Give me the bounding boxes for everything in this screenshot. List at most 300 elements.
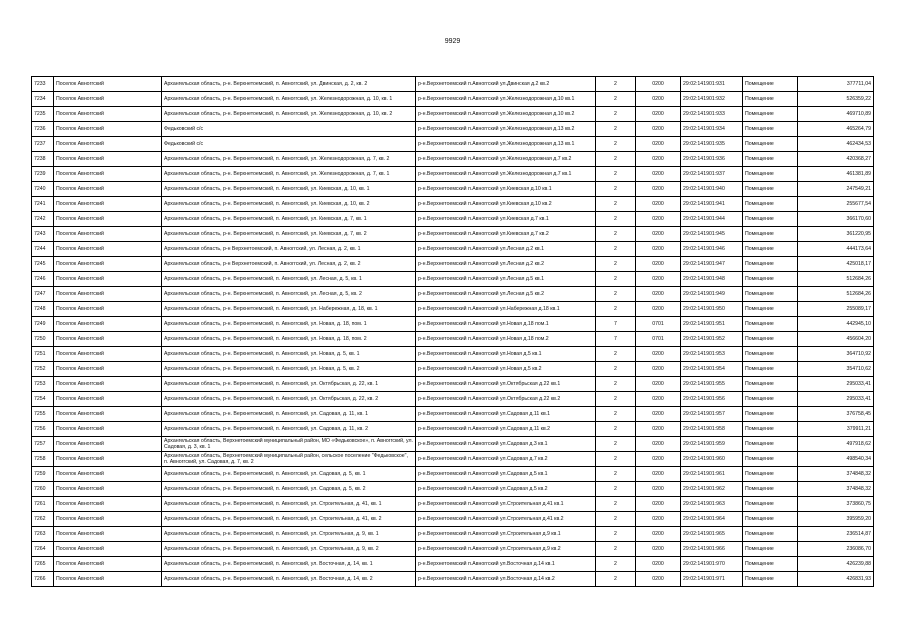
cell-full-address: Архангельская область, р-н. Верхнетоемский, п. Авноггский, ул. Октябрьская, д. 22, кв. 1	[162, 377, 416, 392]
table-row	[32, 92, 874, 107]
cell-category-code: 2	[596, 347, 636, 362]
cell-cadastral-number: 29:02:141901:948	[681, 272, 743, 287]
cell-object-type: Помещение	[743, 467, 798, 482]
cell-settlement: Поселок Авноггский	[54, 257, 162, 272]
cell-record-number: 7249	[32, 317, 54, 332]
cell-short-address: р-н.Верхнетоемский п.Авноггский ул.Новая д.18 пом.2	[416, 332, 596, 347]
cell-cadastral-value: 512684,26	[798, 272, 874, 287]
cell-short-address: р-н.Верхнетоемский п.Авноггский ул.Садовая д.3 кв.1	[416, 437, 596, 452]
cell-cadastral-number: 29:02:141901:932	[681, 92, 743, 107]
cell-category-code: 2	[596, 107, 636, 122]
cell-settlement: Поселок Авноггский	[54, 287, 162, 302]
cell-category-code: 2	[596, 512, 636, 527]
cell-short-address: р-н.Верхнетоемский п.Авноггский ул.Садовая д.11 кв.1	[416, 407, 596, 422]
cell-object-type: Помещение	[743, 377, 798, 392]
cell-full-address: Архангельская область, р-н. Верхнетоемский, п. Авноггский, ул. Садовая, д. 11, кв. 2	[162, 422, 416, 437]
cell-cadastral-value: 395959,20	[798, 512, 874, 527]
cell-object-type: Помещение	[743, 317, 798, 332]
cell-category-code: 2	[596, 407, 636, 422]
cell-object-type: Помещение	[743, 227, 798, 242]
cell-object-type: Помещение	[743, 482, 798, 497]
cell-cadastral-number: 29:02:141901:971	[681, 572, 743, 587]
table-row	[32, 317, 874, 332]
cell-subcategory-code: 0200	[636, 557, 681, 572]
cell-record-number: 7266	[32, 572, 54, 587]
cell-settlement: Поселок Авноггский	[54, 422, 162, 437]
cell-short-address: р-н.Верхнетоемский п.Авноггский ул.Новая д.5 кв.1	[416, 347, 596, 362]
cell-settlement: Поселок Авноггский	[54, 572, 162, 587]
cell-cadastral-number: 29:02:141901:945	[681, 227, 743, 242]
cell-subcategory-code: 0200	[636, 422, 681, 437]
cell-record-number: 7265	[32, 557, 54, 572]
cell-category-code: 2	[596, 467, 636, 482]
cell-subcategory-code: 0200	[636, 467, 681, 482]
cell-short-address: р-н.Верхнетоемский п.Авноггский ул.Лесная д.5 кв.1	[416, 272, 596, 287]
cell-category-code: 2	[596, 137, 636, 152]
cell-cadastral-value: 295033,41	[798, 392, 874, 407]
cell-short-address: р-н.Верхнетоемский п.Авноггский ул.Восточная д.14 кв.2	[416, 572, 596, 587]
cell-full-address: Архангельская область, р-н. Верхнетоемский, п. Авноггский, ул. Строительная, д. 9, кв. 1	[162, 527, 416, 542]
cell-short-address: р-н.Верхнетоемский п.Авноггский ул.Лесная д.5 кв.2	[416, 287, 596, 302]
cell-full-address: Архангельская область, р-н. Верхнетоемский, п. Авноггский, ул. Железнодорожная, д. 7, кв. 2	[162, 152, 416, 167]
cell-cadastral-number: 29:02:141901:970	[681, 557, 743, 572]
cell-cadastral-number: 29:02:141901:937	[681, 167, 743, 182]
cell-cadastral-number: 29:02:141901:947	[681, 257, 743, 272]
table-row	[32, 227, 874, 242]
cell-short-address: р-н.Верхнетоемский п.Авноггский ул.Железнодорожная д.13 кв.1	[416, 137, 596, 152]
cell-cadastral-value: 456604,20	[798, 332, 874, 347]
cell-subcategory-code: 0200	[636, 302, 681, 317]
cell-settlement: Поселок Авноггский	[54, 407, 162, 422]
cell-short-address: р-н.Верхнетоемский п.Авноггский ул.Октябрьская д.22 кв.2	[416, 392, 596, 407]
cell-cadastral-number: 29:02:141901:956	[681, 392, 743, 407]
cell-object-type: Помещение	[743, 107, 798, 122]
cell-cadastral-value: 526359,22	[798, 92, 874, 107]
cell-full-address: Архангельская область, р-н. Верхнетоемский, п. Авноггский, ул. Садовая, д. 5, кв. 1	[162, 467, 416, 482]
cell-subcategory-code: 0200	[636, 242, 681, 257]
cell-short-address: р-н.Верхнетоемский п.Авноггский ул.Набережная д.18 кв.1	[416, 302, 596, 317]
cell-category-code: 2	[596, 182, 636, 197]
cell-subcategory-code: 0200	[636, 572, 681, 587]
cell-record-number: 7261	[32, 497, 54, 512]
table-row	[32, 467, 874, 482]
cell-cadastral-value: 366170,60	[798, 212, 874, 227]
cell-object-type: Помещение	[743, 512, 798, 527]
cell-settlement: Поселок Авноггский	[54, 182, 162, 197]
cell-cadastral-value: 498540,34	[798, 452, 874, 467]
cell-cadastral-value: 255677,54	[798, 197, 874, 212]
cell-settlement: Поселок Авноггский	[54, 77, 162, 92]
cell-settlement: Поселок Авноггский	[54, 92, 162, 107]
cell-full-address: Архангельская область, р-н. Верхнетоемский, п. Авноггский, ул. Киевская, д. 10, кв. 1	[162, 182, 416, 197]
cell-record-number: 7258	[32, 452, 54, 467]
cell-cadastral-number: 29:02:141901:946	[681, 242, 743, 257]
cell-cadastral-value: 444173,64	[798, 242, 874, 257]
cell-cadastral-value: 462434,53	[798, 137, 874, 152]
cell-record-number: 7244	[32, 242, 54, 257]
table-body	[32, 77, 874, 587]
cell-cadastral-value: 354710,62	[798, 362, 874, 377]
cell-record-number: 7239	[32, 167, 54, 182]
cell-subcategory-code: 0200	[636, 362, 681, 377]
cell-subcategory-code: 0200	[636, 182, 681, 197]
cell-short-address: р-н.Верхнетоемский п.Авноггский ул.Киевская д.10 кв.2	[416, 197, 596, 212]
cell-object-type: Помещение	[743, 542, 798, 557]
cell-subcategory-code: 0200	[636, 152, 681, 167]
cell-category-code: 2	[596, 257, 636, 272]
cell-short-address: р-н.Верхнетоемский п.Авноггский ул.Садовая д.7 кв.2	[416, 452, 596, 467]
cell-category-code: 2	[596, 497, 636, 512]
cell-object-type: Помещение	[743, 137, 798, 152]
cell-settlement: Поселок Авноггский	[54, 362, 162, 377]
cell-settlement: Поселок Авноггский	[54, 392, 162, 407]
table-row	[32, 77, 874, 92]
cell-settlement: Поселок Авноггский	[54, 317, 162, 332]
cell-cadastral-number: 29:02:141901:933	[681, 107, 743, 122]
cell-settlement: Поселок Авноггский	[54, 212, 162, 227]
cell-settlement: Поселок Авноггский	[54, 242, 162, 257]
table-row	[32, 512, 874, 527]
cell-cadastral-value: 469710,89	[798, 107, 874, 122]
cell-short-address: р-н.Верхнетоемский п.Авноггский ул.Новая д.18 пом.1	[416, 317, 596, 332]
cell-short-address: р-н.Верхнетоемский п.Авноггский ул.Двинская д.2 кв.2	[416, 77, 596, 92]
cell-cadastral-value: 420368,27	[798, 152, 874, 167]
cell-settlement: Поселок Авноггский	[54, 482, 162, 497]
cell-object-type: Помещение	[743, 152, 798, 167]
cell-full-address: Архангельская область, р-н. Верхнетоемский, п. Авноггский, ул. Восточная, д. 14, кв. 1	[162, 557, 416, 572]
cell-settlement: Поселок Авноггский	[54, 107, 162, 122]
cell-cadastral-number: 29:02:141901:961	[681, 467, 743, 482]
table-row	[32, 212, 874, 227]
cell-object-type: Помещение	[743, 122, 798, 137]
cell-category-code: 2	[596, 557, 636, 572]
cell-record-number: 7251	[32, 347, 54, 362]
cell-object-type: Помещение	[743, 272, 798, 287]
table-row	[32, 437, 874, 452]
cell-cadastral-value: 377711,04	[798, 77, 874, 92]
cell-cadastral-value: 497918,62	[798, 437, 874, 452]
table-row	[32, 377, 874, 392]
cell-full-address: Архангельская область, р-н. Верхнетоемский, п. Авноггский, ул. Железнодорожная, д. 10, кв. 2	[162, 107, 416, 122]
cell-settlement: Поселок Авноггский	[54, 332, 162, 347]
cell-cadastral-value: 461381,89	[798, 167, 874, 182]
cell-settlement: Поселок Авноггский	[54, 137, 162, 152]
cell-full-address: Архангельская область, р-н. Верхнетоемский, п. Авноггский, ул. Киевская, д. 7, кв. 1	[162, 212, 416, 227]
table-row	[32, 107, 874, 122]
cell-subcategory-code: 0200	[636, 122, 681, 137]
cell-short-address: р-н.Верхнетоемский п.Авноггский ул.Строительная д.41 кв.2	[416, 512, 596, 527]
cell-object-type: Помещение	[743, 302, 798, 317]
cell-short-address: р-н.Верхнетоемский п.Авноггский ул.Октябрьская д.22 кв.1	[416, 377, 596, 392]
cell-subcategory-code: 0701	[636, 317, 681, 332]
cell-object-type: Помещение	[743, 257, 798, 272]
cell-category-code: 2	[596, 197, 636, 212]
table-row	[32, 302, 874, 317]
cell-category-code: 2	[596, 572, 636, 587]
cell-record-number: 7240	[32, 182, 54, 197]
cell-object-type: Помещение	[743, 437, 798, 452]
cell-short-address: р-н.Верхнетоемский п.Авноггский ул.Строительная д.9 кв.2	[416, 542, 596, 557]
cell-category-code: 2	[596, 92, 636, 107]
cell-object-type: Помещение	[743, 332, 798, 347]
cell-object-type: Помещение	[743, 527, 798, 542]
cell-cadastral-value: 425018,17	[798, 257, 874, 272]
cell-cadastral-value: 373860,75	[798, 497, 874, 512]
cell-cadastral-value: 236514,87	[798, 527, 874, 542]
cell-cadastral-value: 376758,45	[798, 407, 874, 422]
cell-cadastral-value: 374848,32	[798, 482, 874, 497]
cell-subcategory-code: 0200	[636, 407, 681, 422]
table-row	[32, 527, 874, 542]
cell-cadastral-value: 379911,21	[798, 422, 874, 437]
cell-record-number: 7250	[32, 332, 54, 347]
cell-record-number: 7264	[32, 542, 54, 557]
table-row	[32, 392, 874, 407]
cell-object-type: Помещение	[743, 197, 798, 212]
cell-settlement: Поселок Авноггский	[54, 227, 162, 242]
cell-category-code: 2	[596, 422, 636, 437]
cell-short-address: р-н.Верхнетоемский п.Авноггский ул.Железнодорожная д.10 кв.1	[416, 92, 596, 107]
cell-short-address: р-н.Верхнетоемский п.Авноггский ул.Железнодорожная д.7 кв.2	[416, 152, 596, 167]
cell-object-type: Помещение	[743, 557, 798, 572]
cell-settlement: Поселок Авноггский	[54, 497, 162, 512]
cell-settlement: Поселок Авноггский	[54, 527, 162, 542]
cell-short-address: р-н.Верхнетоемский п.Авноггский ул.Лесная д.2 кв.1	[416, 242, 596, 257]
cell-object-type: Помещение	[743, 77, 798, 92]
cell-full-address: Архангельская область, р-н. Верхнетоемский, п. Авноггский, ул. Новая, д. 18, пом. 2	[162, 332, 416, 347]
table-row	[32, 272, 874, 287]
cell-subcategory-code: 0200	[636, 437, 681, 452]
cell-settlement: Поселок Авноггский	[54, 452, 162, 467]
cell-short-address: р-н.Верхнетоемский п.Авноггский ул.Киевская д.10 кв.1	[416, 182, 596, 197]
property-register-table	[31, 76, 874, 587]
cell-object-type: Помещение	[743, 497, 798, 512]
table-row	[32, 197, 874, 212]
cell-object-type: Помещение	[743, 392, 798, 407]
cell-object-type: Помещение	[743, 287, 798, 302]
cell-full-address: Архангельская область, р-н. Верхнетоемский, п. Авноггский, ул. Строительная, д. 41, кв. 2	[162, 512, 416, 527]
cell-object-type: Помещение	[743, 212, 798, 227]
cell-record-number: 7247	[32, 287, 54, 302]
cell-cadastral-value: 442945,10	[798, 317, 874, 332]
table-row	[32, 137, 874, 152]
cell-full-address: Архангельская область, р-н. Верхнетоемский, п. Авноггский, ул. Новая, д. 5, кв. 2	[162, 362, 416, 377]
cell-record-number: 7234	[32, 92, 54, 107]
cell-record-number: 7253	[32, 377, 54, 392]
cell-settlement: Поселок Авноггский	[54, 377, 162, 392]
cell-subcategory-code: 0200	[636, 257, 681, 272]
cell-record-number: 7260	[32, 482, 54, 497]
cell-cadastral-value: 361220,95	[798, 227, 874, 242]
cell-settlement: Поселок Авноггский	[54, 302, 162, 317]
cell-full-address: Федьковский с/с	[162, 137, 416, 152]
cell-category-code: 2	[596, 437, 636, 452]
cell-object-type: Помещение	[743, 182, 798, 197]
cell-cadastral-number: 29:02:141901:934	[681, 122, 743, 137]
cell-full-address: Архангельская область, р-н. Верхнетоемский, п. Авноггский, ул. Восточная, д. 14, кв. 2	[162, 572, 416, 587]
cell-subcategory-code: 0200	[636, 137, 681, 152]
cell-settlement: Поселок Авноггский	[54, 272, 162, 287]
cell-record-number: 7237	[32, 137, 54, 152]
cell-short-address: р-н.Верхнетоемский п.Авноггский ул.Строительная д.9 кв.1	[416, 527, 596, 542]
cell-record-number: 7259	[32, 467, 54, 482]
table-row	[32, 332, 874, 347]
cell-cadastral-number: 29:02:141901:960	[681, 452, 743, 467]
cell-short-address: р-н.Верхнетоемский п.Авноггский ул.Киевская д.7 кв.2	[416, 227, 596, 242]
cell-category-code: 2	[596, 212, 636, 227]
cell-full-address: Архангельская область, р-н. Верхнетоемский, п. Авноггский, ул. Киевская, д. 10, кв. 2	[162, 197, 416, 212]
cell-subcategory-code: 0200	[636, 377, 681, 392]
cell-cadastral-number: 29:02:141901:966	[681, 542, 743, 557]
cell-category-code: 2	[596, 242, 636, 257]
cell-subcategory-code: 0200	[636, 542, 681, 557]
cell-record-number: 7246	[32, 272, 54, 287]
cell-settlement: Поселок Авноггский	[54, 437, 162, 452]
cell-full-address: Архангельская область, р-н Верхнетоемский, п. Авноггский, ул. Лесная, д. 2, кв. 1	[162, 242, 416, 257]
cell-record-number: 7238	[32, 152, 54, 167]
cell-settlement: Поселок Авноггский	[54, 542, 162, 557]
cell-record-number: 7248	[32, 302, 54, 317]
cell-settlement: Поселок Авноггский	[54, 512, 162, 527]
cell-subcategory-code: 0200	[636, 452, 681, 467]
cell-category-code: 2	[596, 362, 636, 377]
cell-category-code: 2	[596, 272, 636, 287]
cell-cadastral-value: 364710,92	[798, 347, 874, 362]
cell-short-address: р-н.Верхнетоемский п.Авноггский ул.Железнодорожная д.7 кв.1	[416, 167, 596, 182]
table-row	[32, 257, 874, 272]
cell-record-number: 7233	[32, 77, 54, 92]
cell-record-number: 7235	[32, 107, 54, 122]
cell-record-number: 7243	[32, 227, 54, 242]
cell-category-code: 2	[596, 167, 636, 182]
cell-subcategory-code: 0200	[636, 92, 681, 107]
cell-subcategory-code: 0200	[636, 512, 681, 527]
cell-cadastral-number: 29:02:141901:950	[681, 302, 743, 317]
table-row	[32, 182, 874, 197]
cell-cadastral-number: 29:02:141901:935	[681, 137, 743, 152]
cell-record-number: 7241	[32, 197, 54, 212]
table-row	[32, 572, 874, 587]
cell-subcategory-code: 0200	[636, 347, 681, 362]
cell-cadastral-number: 29:02:141901:955	[681, 377, 743, 392]
cell-subcategory-code: 0200	[636, 482, 681, 497]
cell-category-code: 2	[596, 392, 636, 407]
cell-record-number: 7263	[32, 527, 54, 542]
cell-cadastral-value: 295033,41	[798, 377, 874, 392]
cell-short-address: р-н.Верхнетоемский п.Авноггский ул.Новая д.5 кв.2	[416, 362, 596, 377]
table-row	[32, 287, 874, 302]
cell-full-address: Архангельская область, Верхнетоемский муниципальный район, сельское поселение "Федьковское", п. Авноггский, ул. Садовая, д. 7, кв. 2	[162, 452, 416, 467]
cell-record-number: 7257	[32, 437, 54, 452]
cell-settlement: Поселок Авноггский	[54, 557, 162, 572]
cell-cadastral-value: 247549,21	[798, 182, 874, 197]
cell-category-code: 2	[596, 122, 636, 137]
cell-cadastral-number: 29:02:141901:944	[681, 212, 743, 227]
cell-category-code: 2	[596, 482, 636, 497]
table-row	[32, 122, 874, 137]
cell-settlement: Поселок Авноггский	[54, 122, 162, 137]
cell-cadastral-number: 29:02:141901:936	[681, 152, 743, 167]
cell-category-code: 2	[596, 452, 636, 467]
cell-category-code: 2	[596, 77, 636, 92]
cell-cadastral-value: 465264,79	[798, 122, 874, 137]
cell-record-number: 7256	[32, 422, 54, 437]
cell-cadastral-number: 29:02:141901:951	[681, 317, 743, 332]
cell-full-address: Архангельская область, р-н. Верхнетоемский, п. Авноггский, ул. Набережная, д. 18, кв. 1	[162, 302, 416, 317]
cell-short-address: р-н.Верхнетоемский п.Авноггский ул.Садовая д.5 кв.2	[416, 482, 596, 497]
cell-short-address: р-н.Верхнетоемский п.Авноггский ул.Киевская д.7 кв.1	[416, 212, 596, 227]
table-row	[32, 482, 874, 497]
cell-record-number: 7236	[32, 122, 54, 137]
cell-subcategory-code: 0200	[636, 497, 681, 512]
cell-full-address: Архангельская область, р-н. Верхнетоемский, п. Авноггский, ул. Садовая, д. 5, кв. 2	[162, 482, 416, 497]
cell-settlement: Поселок Авноггский	[54, 347, 162, 362]
cell-object-type: Помещение	[743, 242, 798, 257]
cell-object-type: Помещение	[743, 407, 798, 422]
cell-record-number: 7254	[32, 392, 54, 407]
cell-object-type: Помещение	[743, 167, 798, 182]
cell-cadastral-number: 29:02:141901:953	[681, 347, 743, 362]
cell-subcategory-code: 0701	[636, 332, 681, 347]
cell-full-address: Архангельская область, р-н. Верхнетоемский, п. Авноггский, ул. Строительная, д. 41, кв. 1	[162, 497, 416, 512]
table-row	[32, 542, 874, 557]
cell-cadastral-value: 426239,88	[798, 557, 874, 572]
cell-full-address: Архангельская область, р-н. Верхнетоемский, п. Авноггский, ул. Лесная, д. 5, кв. 1	[162, 272, 416, 287]
cell-category-code: 2	[596, 302, 636, 317]
cell-settlement: Поселок Авноггский	[54, 197, 162, 212]
page-number: 9929	[444, 38, 461, 45]
cell-short-address: р-н.Верхнетоемский п.Авноггский ул.Лесная д.2 кв.2	[416, 257, 596, 272]
cell-category-code: 2	[596, 227, 636, 242]
cell-full-address: Архангельская область, р-н. Верхнетоемский, п. Авноггский, ул. Строительная, д. 9, кв. 2	[162, 542, 416, 557]
cell-object-type: Помещение	[743, 92, 798, 107]
cell-full-address: Федьковский с/с	[162, 122, 416, 137]
cell-record-number: 7255	[32, 407, 54, 422]
cell-cadastral-number: 29:02:141901:963	[681, 497, 743, 512]
table-row	[32, 362, 874, 377]
cell-subcategory-code: 0200	[636, 167, 681, 182]
cell-cadastral-number: 29:02:141901:964	[681, 512, 743, 527]
cell-full-address: Архангельская область, р-н. Верхнетоемский, п. Авноггский, ул. Новая, д. 18, пом. 1	[162, 317, 416, 332]
cell-full-address: Архангельская область, р-н. Верхнетоемский, п. Авноггский, ул. Железнодорожная, д. 10, кв. 1	[162, 92, 416, 107]
cell-cadastral-number: 29:02:141901:954	[681, 362, 743, 377]
cell-settlement: Поселок Авноггский	[54, 467, 162, 482]
cell-category-code: 2	[596, 527, 636, 542]
cell-record-number: 7262	[32, 512, 54, 527]
cell-category-code: 2	[596, 377, 636, 392]
table-row	[32, 557, 874, 572]
cell-cadastral-number: 29:02:141901:965	[681, 527, 743, 542]
table-row	[32, 422, 874, 437]
cell-subcategory-code: 0200	[636, 212, 681, 227]
cell-record-number: 7252	[32, 362, 54, 377]
table-row	[32, 497, 874, 512]
cell-cadastral-number: 29:02:141901:931	[681, 77, 743, 92]
cell-subcategory-code: 0200	[636, 227, 681, 242]
cell-object-type: Помещение	[743, 422, 798, 437]
cell-cadastral-value: 374848,32	[798, 467, 874, 482]
table-row	[32, 452, 874, 467]
cell-short-address: р-н.Верхнетоемский п.Авноггский ул.Садовая д.11 кв.2	[416, 422, 596, 437]
cell-settlement: Поселок Авноггский	[54, 152, 162, 167]
cell-cadastral-number: 29:02:141901:959	[681, 437, 743, 452]
cell-cadastral-number: 29:02:141901:958	[681, 422, 743, 437]
table-row	[32, 242, 874, 257]
cell-subcategory-code: 0200	[636, 527, 681, 542]
cell-record-number: 7245	[32, 257, 54, 272]
cell-full-address: Архангельская область, Верхнетоемский муниципальный район, МО «Федьковское», п. Авноггский, ул. Садовая, д. 3, кв. 1	[162, 437, 416, 452]
cell-cadastral-number: 29:02:141901:952	[681, 332, 743, 347]
